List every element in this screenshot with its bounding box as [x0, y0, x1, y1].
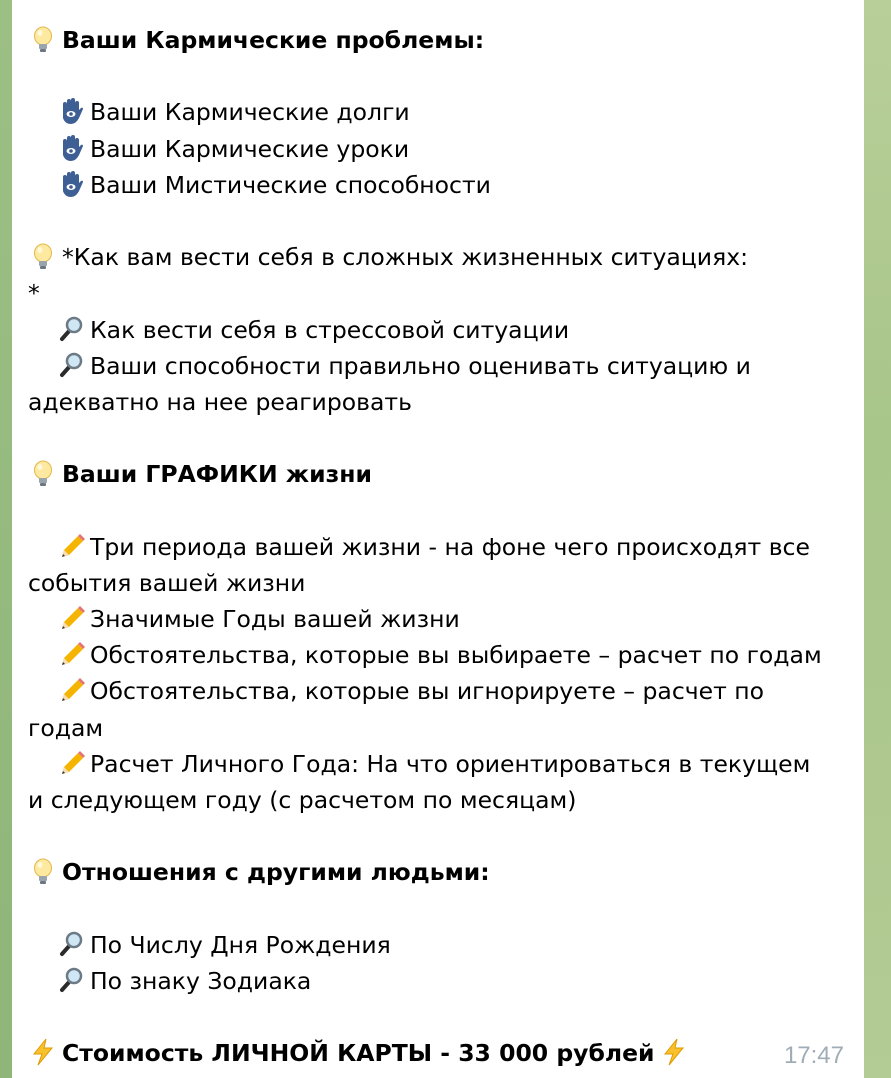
list-item: Ваши Мистические способности — [28, 167, 844, 203]
list-item: Три периода вашей жизни - на фоне чего происходят все — [28, 529, 844, 565]
list-item: По знаку Зодиака — [28, 963, 844, 999]
pencil-icon — [56, 531, 86, 561]
hamsa-hand-icon — [56, 169, 86, 199]
pencil-icon — [56, 748, 86, 778]
hamsa-hand-icon — [56, 133, 86, 163]
list-item: Расчет Личного Года: На что ориентироваться в текущем — [28, 746, 844, 782]
section-heading: *Как вам вести себя в сложных жизненных ситуациях: — [28, 239, 844, 275]
list-item: По Числу Дня Рождения — [28, 927, 844, 963]
chat-background-right — [864, 0, 891, 1078]
section-heading: Ваши Кармические проблемы: — [28, 22, 844, 58]
list-item: Ваши Кармические уроки — [28, 131, 844, 167]
lightbulb-icon — [28, 856, 58, 886]
list-item-continuation: адекватно на нее реагировать — [28, 387, 412, 416]
list-item: Ваши способности правильно оценивать ситуацию и — [28, 348, 844, 384]
list-item: Обстоятельства, которые вы игнорируете – расчет по — [28, 673, 844, 709]
section-heading-continuation: * — [28, 279, 40, 308]
magnifier-icon — [56, 350, 86, 380]
list-item: Значимые Годы вашей жизни — [28, 601, 844, 637]
magnifier-icon — [56, 929, 86, 959]
hamsa-hand-icon — [56, 96, 86, 126]
message-bubble[interactable] — [12, 0, 864, 1078]
lightbulb-icon — [28, 458, 58, 488]
section-heading: Отношения с другими людьми: — [28, 854, 844, 890]
lightbulb-icon — [28, 241, 58, 271]
pencil-icon — [56, 639, 86, 669]
list-item: Как вести себя в стрессовой ситуации — [28, 312, 844, 348]
list-item-continuation: и следующем году (с расчетом по месяцам) — [28, 785, 577, 814]
list-item: Ваши Кармические долги — [28, 94, 844, 130]
message-timestamp: 17:47 — [783, 1041, 844, 1069]
list-item: Обстоятельства, которые вы выбираете – расчет по годам — [28, 637, 844, 673]
section-heading: Ваши ГРАФИКИ жизни — [28, 456, 844, 492]
magnifier-icon — [56, 314, 86, 344]
list-item-continuation: годам — [28, 713, 104, 742]
lightning-icon — [659, 1037, 689, 1067]
lightning-icon — [28, 1037, 58, 1067]
chat-background-left — [0, 0, 12, 1078]
magnifier-icon — [56, 965, 86, 995]
price-line: Стоимость ЛИЧНОЙ КАРТЫ - 33 000 рублей — [28, 1035, 844, 1071]
pencil-icon — [56, 603, 86, 633]
list-item-continuation: события вашей жизни — [28, 568, 306, 597]
lightbulb-icon — [28, 24, 58, 54]
pencil-icon — [56, 675, 86, 705]
